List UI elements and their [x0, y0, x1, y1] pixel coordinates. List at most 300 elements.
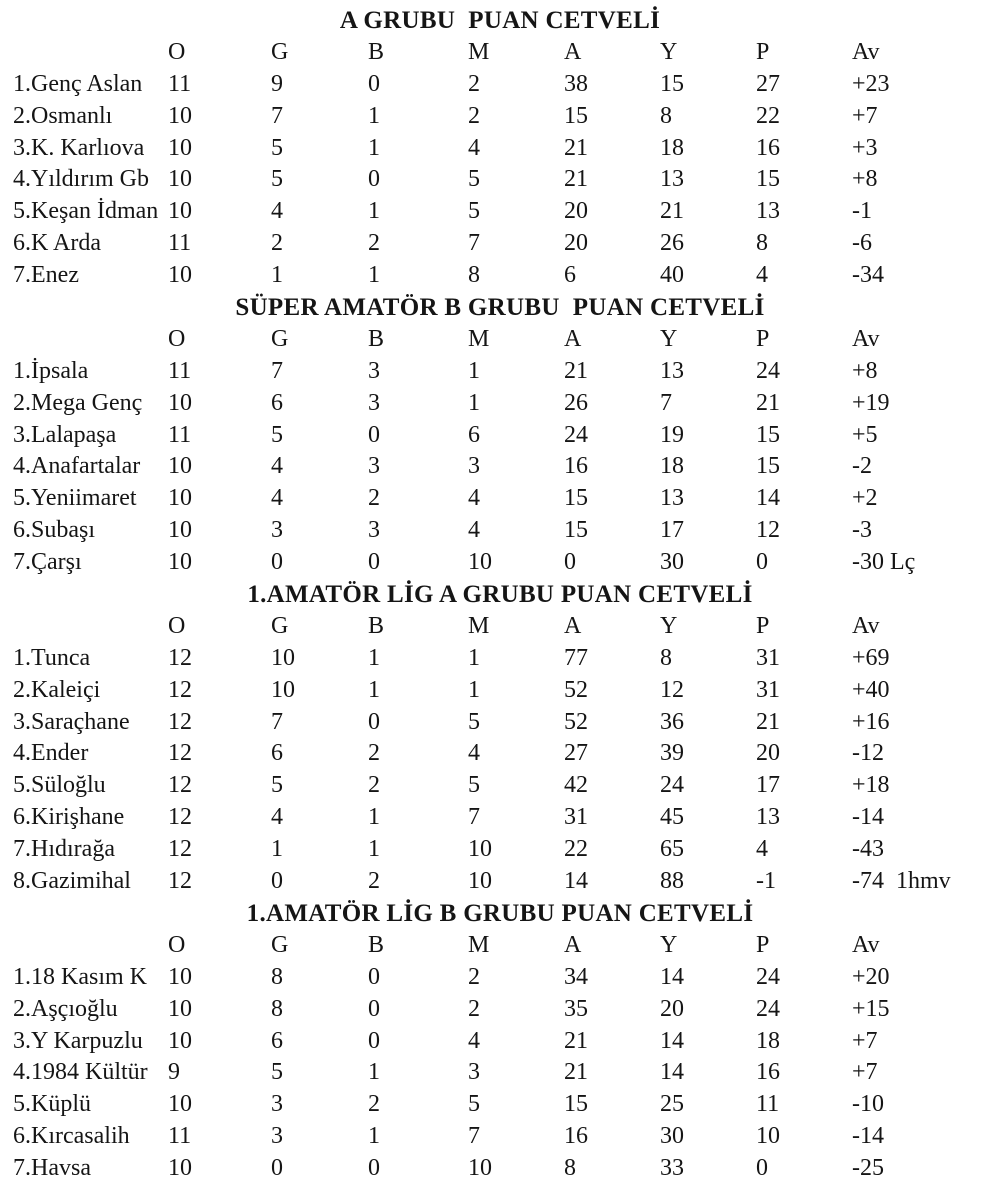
stat-Y: 15 — [660, 70, 684, 97]
stat-M: 8 — [468, 262, 480, 289]
column-header-M: M — [468, 612, 490, 639]
stat-A: 15 — [564, 485, 588, 512]
stat-Av: -14 — [852, 1123, 884, 1150]
stat-B: 0 — [368, 166, 380, 193]
stat-Av: -25 — [852, 1155, 884, 1182]
stat-G: 3 — [271, 517, 283, 544]
stat-M: 1 — [468, 389, 480, 416]
stat-O: 10 — [168, 549, 192, 576]
team-name: 2.Aşçıoğlu — [13, 995, 118, 1022]
table-row — [0, 738, 1000, 770]
stat-Av: +40 — [852, 676, 890, 703]
stat-O: 11 — [168, 421, 192, 448]
column-header-O: O — [168, 931, 186, 958]
table-title: 1.AMATÖR LİG A GRUBU PUAN CETVELİ — [247, 581, 753, 609]
stat-P: 16 — [756, 1059, 780, 1086]
stat-B: 2 — [368, 772, 380, 799]
stat-P: 24 — [756, 995, 780, 1022]
column-header-Av: Av — [852, 931, 880, 958]
table-row — [0, 643, 1000, 675]
team-name: 7.Havsa — [13, 1155, 91, 1182]
stat-P: 14 — [756, 485, 780, 512]
stat-Y: 24 — [660, 772, 684, 799]
column-header-A: A — [564, 325, 582, 352]
team-name: 3.Lalapaşa — [13, 421, 117, 448]
stat-Y: 40 — [660, 262, 684, 289]
stat-A: 34 — [564, 963, 588, 990]
column-header-A: A — [564, 612, 582, 639]
stat-Y: 88 — [660, 868, 684, 895]
stat-P: 24 — [756, 357, 780, 384]
column-header-Y: Y — [660, 325, 678, 352]
standings-table-1-amator-lig-b-grubu — [0, 898, 1000, 1185]
team-name: 2.Kaleiçi — [13, 676, 101, 703]
stat-Y: 20 — [660, 995, 684, 1022]
stat-A: 21 — [564, 357, 588, 384]
table-row — [0, 388, 1000, 420]
team-name: 4.Yıldırım Gb — [13, 166, 149, 193]
stat-Av: +7 — [852, 1027, 878, 1054]
stat-P: 0 — [756, 1155, 768, 1182]
stat-A: 14 — [564, 868, 588, 895]
table-row — [0, 164, 1000, 196]
stat-Av: +7 — [852, 102, 878, 129]
team-name: 1.18 Kasım K — [13, 963, 147, 990]
stat-A: 31 — [564, 804, 588, 831]
table-row — [0, 260, 1000, 292]
stat-O: 11 — [168, 70, 192, 97]
stat-A: 24 — [564, 421, 588, 448]
column-header-M: M — [468, 931, 490, 958]
stat-B: 1 — [368, 1123, 380, 1150]
table-row — [0, 1026, 1000, 1058]
stat-G: 5 — [271, 134, 283, 161]
stat-G: 0 — [271, 1155, 283, 1182]
stat-B: 2 — [368, 1091, 380, 1118]
table-row — [0, 994, 1000, 1026]
stat-Y: 30 — [660, 1123, 684, 1150]
column-header-G: G — [271, 931, 289, 958]
column-header-B: B — [368, 325, 385, 352]
stat-O: 12 — [168, 772, 192, 799]
stat-P: 15 — [756, 453, 780, 480]
stat-O: 9 — [168, 1059, 180, 1086]
stat-G: 1 — [271, 836, 283, 863]
stat-G: 6 — [271, 1027, 283, 1054]
stat-A: 22 — [564, 836, 588, 863]
stat-B: 2 — [368, 230, 380, 257]
standings-table-super-amator-b-grubu — [0, 292, 1000, 579]
table-title: SÜPER AMATÖR B GRUBU PUAN CETVELİ — [235, 294, 765, 322]
stat-G: 5 — [271, 421, 283, 448]
table-row — [0, 515, 1000, 547]
stat-M: 4 — [468, 740, 480, 767]
team-name: 1.İpsala — [13, 357, 89, 384]
table-rows — [0, 69, 1000, 292]
table-header-row — [0, 37, 1000, 69]
stat-P: 8 — [756, 230, 768, 257]
stat-G: 3 — [271, 1123, 283, 1150]
stat-P: 13 — [756, 198, 780, 225]
stat-Y: 8 — [660, 102, 672, 129]
stat-A: 77 — [564, 644, 588, 671]
table-row — [0, 707, 1000, 739]
stat-A: 0 — [564, 549, 576, 576]
stat-P: 27 — [756, 70, 780, 97]
stat-P: 13 — [756, 804, 780, 831]
column-header-O: O — [168, 38, 186, 65]
stat-G: 4 — [271, 453, 283, 480]
stat-G: 1 — [271, 262, 283, 289]
stat-A: 21 — [564, 1059, 588, 1086]
table-row — [0, 802, 1000, 834]
team-name: 7.Hıdırağa — [13, 836, 115, 863]
team-name: 6.Kirişhane — [13, 804, 125, 831]
table-title: 1.AMATÖR LİG B GRUBU PUAN CETVELİ — [246, 899, 754, 927]
stat-Y: 25 — [660, 1091, 684, 1118]
stat-B: 0 — [368, 549, 380, 576]
table-header-row — [0, 324, 1000, 356]
stat-G: 10 — [271, 676, 295, 703]
stat-O: 10 — [168, 198, 192, 225]
stat-M: 1 — [468, 357, 480, 384]
stat-A: 52 — [564, 708, 588, 735]
column-header-G: G — [271, 612, 289, 639]
table-row — [0, 69, 1000, 101]
stat-O: 12 — [168, 708, 192, 735]
stat-M: 5 — [468, 198, 480, 225]
stat-G: 5 — [271, 772, 283, 799]
stat-P: 15 — [756, 421, 780, 448]
team-name: 3.Y Karpuzlu — [13, 1027, 143, 1054]
column-header-P: P — [756, 325, 770, 352]
stat-B: 0 — [368, 421, 380, 448]
team-name: 5.Yeniimaret — [13, 485, 137, 512]
stat-G: 7 — [271, 102, 283, 129]
stat-P: 22 — [756, 102, 780, 129]
stat-P: 21 — [756, 389, 780, 416]
stat-M: 2 — [468, 102, 480, 129]
stat-P: -1 — [756, 868, 776, 895]
stat-M: 10 — [468, 549, 492, 576]
stat-O: 10 — [168, 995, 192, 1022]
stat-Av: -3 — [852, 517, 872, 544]
stat-B: 0 — [368, 708, 380, 735]
stat-Av: -14 — [852, 804, 884, 831]
stat-B: 2 — [368, 740, 380, 767]
stat-A: 21 — [564, 166, 588, 193]
stat-A: 15 — [564, 517, 588, 544]
stat-Av: -6 — [852, 230, 872, 257]
stat-A: 15 — [564, 102, 588, 129]
stat-Av: +8 — [852, 357, 878, 384]
team-name: 8.Gazimihal — [13, 868, 131, 895]
stat-B: 2 — [368, 485, 380, 512]
stat-G: 5 — [271, 1059, 283, 1086]
stat-P: 21 — [756, 708, 780, 735]
stat-G: 4 — [271, 485, 283, 512]
stat-Av: +7 — [852, 1059, 878, 1086]
stat-O: 12 — [168, 804, 192, 831]
stat-O: 11 — [168, 357, 192, 384]
stat-A: 26 — [564, 389, 588, 416]
team-name: 7.Enez — [13, 262, 79, 289]
stat-B: 1 — [368, 198, 380, 225]
stat-B: 1 — [368, 262, 380, 289]
stat-P: 12 — [756, 517, 780, 544]
stat-G: 0 — [271, 868, 283, 895]
team-name: 7.Çarşı — [13, 549, 82, 576]
team-name: 5.Keşan İdman — [13, 198, 159, 225]
column-header-B: B — [368, 38, 385, 65]
stat-M: 5 — [468, 1091, 480, 1118]
stat-P: 18 — [756, 1027, 780, 1054]
stat-A: 21 — [564, 134, 588, 161]
stat-O: 10 — [168, 166, 192, 193]
table-rows — [0, 962, 1000, 1185]
stat-Y: 8 — [660, 644, 672, 671]
stat-M: 10 — [468, 1155, 492, 1182]
stat-A: 27 — [564, 740, 588, 767]
stat-O: 12 — [168, 644, 192, 671]
column-header-O: O — [168, 325, 186, 352]
stat-Y: 33 — [660, 1155, 684, 1182]
table-row — [0, 101, 1000, 133]
stat-B: 0 — [368, 995, 380, 1022]
stat-O: 10 — [168, 134, 192, 161]
stat-O: 12 — [168, 676, 192, 703]
column-header-G: G — [271, 325, 289, 352]
column-header-B: B — [368, 612, 385, 639]
stat-M: 2 — [468, 70, 480, 97]
team-name: 6.K Arda — [13, 230, 101, 257]
column-header-M: M — [468, 38, 490, 65]
stat-M: 10 — [468, 868, 492, 895]
stat-P: 16 — [756, 134, 780, 161]
stat-P: 15 — [756, 166, 780, 193]
stat-M: 7 — [468, 804, 480, 831]
column-header-O: O — [168, 612, 186, 639]
stat-G: 3 — [271, 1091, 283, 1118]
stat-G: 7 — [271, 708, 283, 735]
stat-A: 20 — [564, 198, 588, 225]
team-name: 4.Anafartalar — [13, 453, 141, 480]
stat-P: 4 — [756, 262, 768, 289]
stat-B: 3 — [368, 453, 380, 480]
stat-Av: -74 1hmv — [852, 868, 951, 895]
table-row — [0, 962, 1000, 994]
column-header-P: P — [756, 38, 770, 65]
stat-A: 38 — [564, 70, 588, 97]
stat-B: 1 — [368, 644, 380, 671]
stat-O: 12 — [168, 868, 192, 895]
stat-G: 8 — [271, 995, 283, 1022]
stat-M: 5 — [468, 708, 480, 735]
team-name: 6.Kırcasalih — [13, 1123, 130, 1150]
stat-Av: -12 — [852, 740, 884, 767]
stat-A: 16 — [564, 1123, 588, 1150]
column-header-Y: Y — [660, 931, 678, 958]
table-row — [0, 547, 1000, 579]
stat-B: 1 — [368, 804, 380, 831]
stat-Y: 21 — [660, 198, 684, 225]
stat-Av: +8 — [852, 166, 878, 193]
stat-Y: 36 — [660, 708, 684, 735]
stat-O: 12 — [168, 836, 192, 863]
stat-A: 52 — [564, 676, 588, 703]
stat-Y: 45 — [660, 804, 684, 831]
stat-A: 20 — [564, 230, 588, 257]
stat-A: 35 — [564, 995, 588, 1022]
stat-Av: -34 — [852, 262, 884, 289]
stat-Av: +18 — [852, 772, 890, 799]
stat-Av: -1 — [852, 198, 872, 225]
table-row — [0, 866, 1000, 898]
stat-Av: -2 — [852, 453, 872, 480]
team-name: 1.Tunca — [13, 644, 91, 671]
stat-A: 21 — [564, 1027, 588, 1054]
table-title: A GRUBU PUAN CETVELİ — [339, 7, 661, 34]
stat-Av: +23 — [852, 70, 890, 97]
stat-P: 4 — [756, 836, 768, 863]
standings-table-1-amator-lig-a-grubu — [0, 579, 1000, 898]
team-name: 3.K. Karlıova — [13, 134, 145, 161]
stat-Y: 14 — [660, 1027, 684, 1054]
column-header-Y: Y — [660, 612, 678, 639]
stat-P: 24 — [756, 963, 780, 990]
stat-B: 0 — [368, 1155, 380, 1182]
stat-Av: -10 — [852, 1091, 884, 1118]
stat-A: 42 — [564, 772, 588, 799]
stat-Av: -30 Lç — [852, 549, 916, 576]
stat-Y: 19 — [660, 421, 684, 448]
team-name: 4.1984 Kültür — [13, 1059, 148, 1086]
stat-M: 1 — [468, 676, 480, 703]
standings-table-a-grubu — [0, 5, 1000, 292]
stat-B: 0 — [368, 963, 380, 990]
stat-M: 3 — [468, 1059, 480, 1086]
stat-G: 4 — [271, 198, 283, 225]
stat-Av: +16 — [852, 708, 890, 735]
stat-P: 20 — [756, 740, 780, 767]
stat-M: 3 — [468, 453, 480, 480]
stat-M: 7 — [468, 230, 480, 257]
column-header-P: P — [756, 612, 770, 639]
stat-G: 6 — [271, 740, 283, 767]
team-name: 6.Subaşı — [13, 517, 96, 544]
team-name: 2.Mega Genç — [13, 389, 143, 416]
stat-O: 10 — [168, 1155, 192, 1182]
table-row — [0, 420, 1000, 452]
stat-Y: 18 — [660, 453, 684, 480]
table-rows — [0, 643, 1000, 898]
stat-M: 4 — [468, 1027, 480, 1054]
column-header-P: P — [756, 931, 770, 958]
column-header-M: M — [468, 325, 490, 352]
stat-P: 17 — [756, 772, 780, 799]
stat-Av: +20 — [852, 963, 890, 990]
stat-O: 10 — [168, 102, 192, 129]
stat-Y: 65 — [660, 836, 684, 863]
stat-Y: 13 — [660, 357, 684, 384]
stat-Av: +2 — [852, 485, 878, 512]
table-row — [0, 356, 1000, 388]
stat-M: 7 — [468, 1123, 480, 1150]
stat-Av: +3 — [852, 134, 878, 161]
column-header-G: G — [271, 38, 289, 65]
stat-B: 3 — [368, 389, 380, 416]
stat-B: 0 — [368, 1027, 380, 1054]
stat-O: 12 — [168, 740, 192, 767]
team-name: 2.Osmanlı — [13, 102, 113, 129]
stat-M: 5 — [468, 166, 480, 193]
stat-M: 4 — [468, 517, 480, 544]
stat-O: 11 — [168, 1123, 192, 1150]
column-header-Av: Av — [852, 38, 880, 65]
team-name: 1.Genç Aslan — [13, 70, 143, 97]
stat-G: 2 — [271, 230, 283, 257]
stat-P: 0 — [756, 549, 768, 576]
stat-A: 8 — [564, 1155, 576, 1182]
stat-A: 15 — [564, 1091, 588, 1118]
column-header-B: B — [368, 931, 385, 958]
stat-O: 10 — [168, 1091, 192, 1118]
table-header-row — [0, 930, 1000, 962]
table-row — [0, 196, 1000, 228]
stat-B: 3 — [368, 357, 380, 384]
column-header-Y: Y — [660, 38, 678, 65]
stat-Y: 13 — [660, 166, 684, 193]
stat-B: 0 — [368, 70, 380, 97]
stat-B: 1 — [368, 836, 380, 863]
stat-P: 31 — [756, 676, 780, 703]
column-header-Av: Av — [852, 612, 880, 639]
stat-G: 4 — [271, 804, 283, 831]
stat-Av: +19 — [852, 389, 890, 416]
stat-Y: 30 — [660, 549, 684, 576]
stat-O: 11 — [168, 230, 192, 257]
table-row — [0, 1057, 1000, 1089]
stat-Y: 39 — [660, 740, 684, 767]
stat-Y: 14 — [660, 1059, 684, 1086]
table-row — [0, 228, 1000, 260]
stat-Y: 17 — [660, 517, 684, 544]
stat-Y: 7 — [660, 389, 672, 416]
table-header-row — [0, 611, 1000, 643]
stat-G: 10 — [271, 644, 295, 671]
stat-P: 10 — [756, 1123, 780, 1150]
table-row — [0, 834, 1000, 866]
stat-M: 1 — [468, 644, 480, 671]
column-header-Av: Av — [852, 325, 880, 352]
stat-G: 6 — [271, 389, 283, 416]
stat-M: 4 — [468, 134, 480, 161]
column-header-A: A — [564, 931, 582, 958]
stat-Av: +15 — [852, 995, 890, 1022]
table-row — [0, 451, 1000, 483]
table-row — [0, 133, 1000, 165]
stat-Av: -43 — [852, 836, 884, 863]
stat-P: 31 — [756, 644, 780, 671]
table-row — [0, 1153, 1000, 1185]
stat-Y: 13 — [660, 485, 684, 512]
stat-G: 0 — [271, 549, 283, 576]
stat-O: 10 — [168, 963, 192, 990]
stat-O: 10 — [168, 389, 192, 416]
stat-O: 10 — [168, 262, 192, 289]
team-name: 5.Küplü — [13, 1091, 91, 1118]
stat-B: 3 — [368, 517, 380, 544]
